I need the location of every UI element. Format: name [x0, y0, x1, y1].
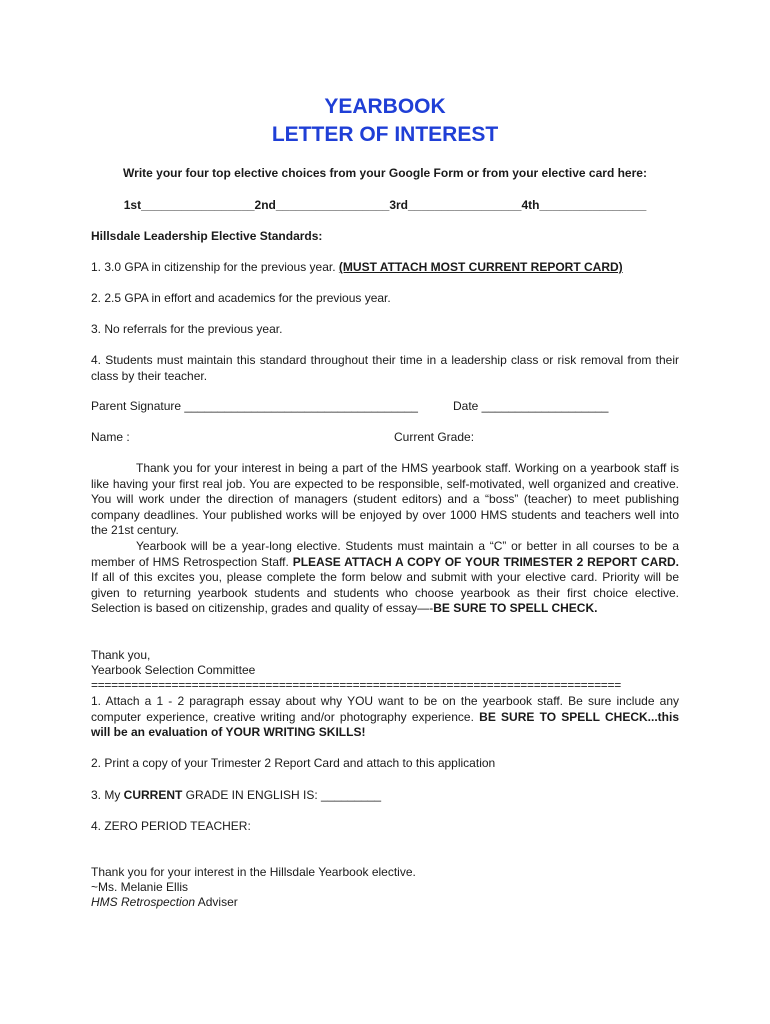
standard-item-1	[91, 260, 681, 275]
title-line-1: YEARBOOK	[324, 95, 446, 118]
signoff-line-2: ~Ms. Melanie Ellis	[91, 880, 189, 894]
instructions: Write your four top elective choices from your Google Form or from your elective card here:	[123, 166, 647, 180]
standards-heading: Hillsdale Leadership Elective Standards:	[91, 229, 323, 243]
form-item-1	[91, 694, 679, 741]
body-paragraph-2	[91, 539, 679, 617]
signoff-role: Adviser	[195, 895, 238, 909]
body-paragraph-2-b: PLEASE ATTACH A COPY OF YOUR TRIMESTER 2 REPORT CARD.	[292, 554, 679, 569]
name-label: Name :	[91, 430, 130, 444]
standard-item-1-emphasis: (MUST ATTACH MOST CURRENT REPORT CARD)	[338, 260, 623, 274]
form-item-3	[91, 788, 681, 803]
standard-item-2: 2. 2.5 GPA in effort and academics for the previous year.	[91, 291, 391, 305]
closing-committee: Yearbook Selection Committee	[91, 663, 256, 677]
form-item-1-a: 1. Attach a 1 - 2 paragraph essay about why YOU want to be on the yearbook staff. Be sure include any computer experience, creative writing and/or photography experience.	[91, 694, 679, 724]
separator-line: ===============================================================================	[91, 678, 621, 692]
body-paragraph-2-d: BE SURE TO SPELL CHECK.	[433, 601, 598, 615]
signoff-publication-name: HMS Retrospection	[91, 895, 196, 909]
form-item-1-b: BE SURE TO SPELL CHECK...this will be an evaluation of YOUR WRITING SKILLS!	[91, 709, 679, 739]
standard-item-3: 3. No referrals for the previous year.	[91, 322, 283, 336]
signoff-line-1: Thank you for your interest in the Hillsdale Yearbook elective.	[91, 865, 416, 879]
form-item-2: 2. Print a copy of your Trimester 2 Report Card and attach to this application	[91, 756, 496, 770]
body-paragraph-2-c: If all of this excites you, please complete the form below and submit with your elective card. Priority will be given to returning yearbook students and students who choose yearbook as their first choice elective. Selection is based on citizenship, grades and quality of essay—-	[91, 570, 679, 615]
current-grade-label: Current Grade:	[394, 430, 475, 444]
choices-line: 1st_________________2nd_________________3rd_________________4th________________	[123, 198, 647, 212]
standard-item-1-text: 1. 3.0 GPA in citizenship for the previous year.	[91, 260, 339, 274]
title-line-2: LETTER OF INTEREST	[271, 123, 499, 146]
form-item-3-c: GRADE IN ENGLISH IS: _________	[182, 788, 382, 802]
form-item-4: 4. ZERO PERIOD TEACHER:	[91, 819, 251, 833]
body-paragraph-1: Thank you for your interest in being a part of the HMS yearbook staff. Working on a yearbook staff is like having your first real job. You are expected to be responsible, self-motivated, well organized and creative. You will work under the direction of managers (student editors) and a “boss” (teacher) to meet publishing company deadlines. Your published works will be enjoyed by over 1000 HMS students and teachers well into the 21st century.	[91, 461, 679, 537]
date-line: Date ___________________	[453, 399, 609, 413]
form-item-3-b: CURRENT	[123, 788, 183, 802]
parent-signature-line: Parent Signature ___________________________________	[91, 399, 418, 413]
signoff-line-3	[91, 895, 681, 910]
standard-item-4: 4. Students must maintain this standard throughout their time in a leadership class or risk removal from their class by their teacher.	[91, 353, 679, 383]
form-item-3-a: 3. My	[91, 788, 124, 802]
closing-thanks: Thank you,	[91, 648, 151, 662]
body-paragraph-2-a: Yearbook will be a year-long elective. Students must maintain a “C” or better in all courses to be a member of HMS Retrospection Staff.	[91, 539, 679, 569]
